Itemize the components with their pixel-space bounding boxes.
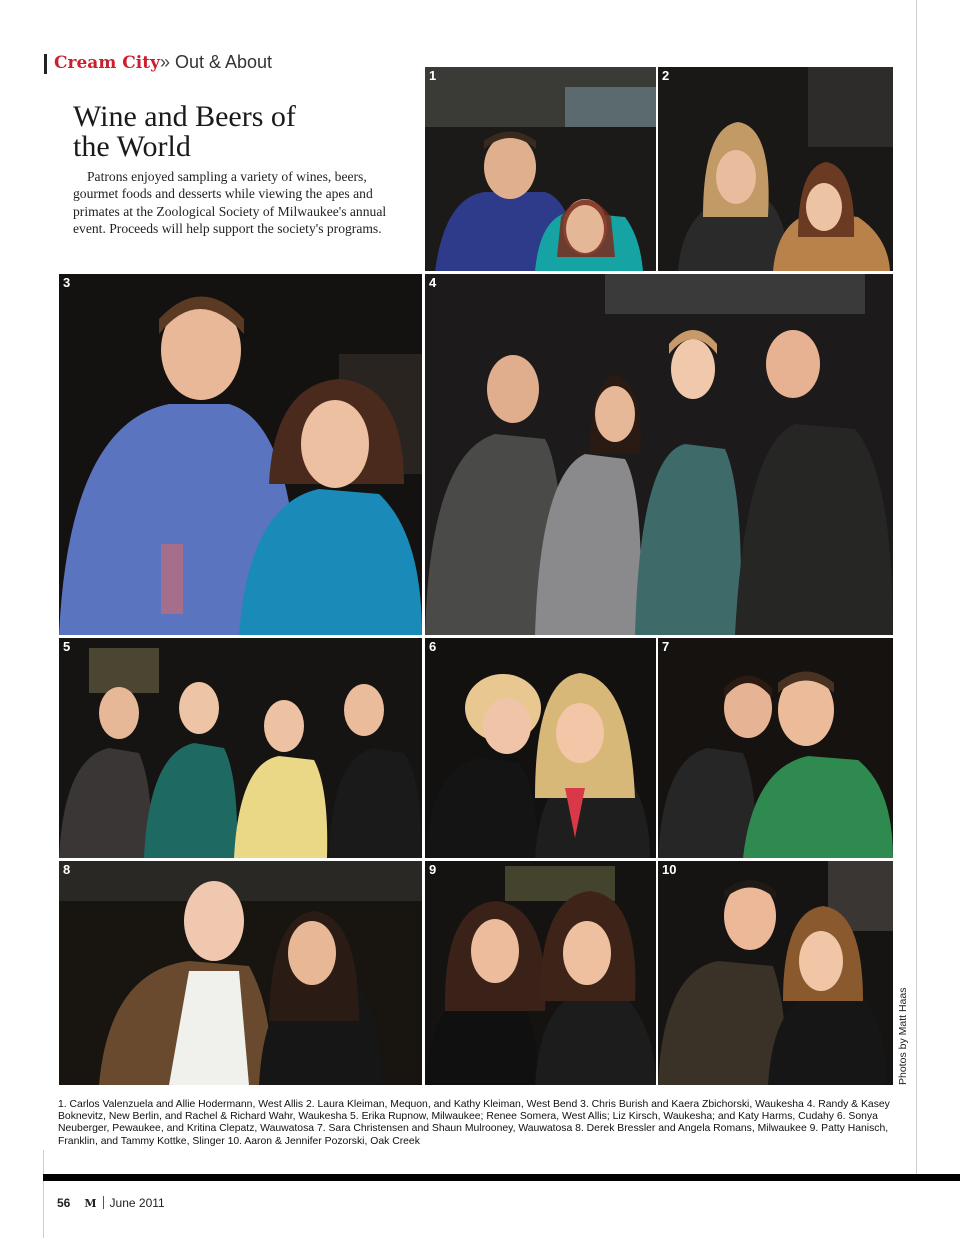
photo-number: 6 (429, 639, 437, 654)
article-title: Wine and Beers of the World (73, 100, 296, 163)
photo-9-image (425, 861, 656, 1085)
photo-number: 3 (63, 275, 71, 290)
photo-number: 9 (429, 862, 437, 877)
section-brand: Cream City (54, 53, 160, 73)
photo-5-image (59, 638, 422, 858)
photo-number: 5 (63, 639, 71, 654)
photo-captions: 1. Carlos Valenzuela and Allie Hodermann, West Allis 2. Laura Kleiman, Mequon, and Kathy Kleiman, West Bend 3. Chris Burish and Kaera Zbichorski, Waukesha 4. Randy & Kasey Boknevitz, New Berlin, and Rachel & Richard Wahr, Waukesha 5. Erika Rupnow, Milwaukee; Renee Somera, West Allis; Liz Kirsch, Waukesha; and Katy Harms, Cudahy 6. Sonya Neuberger, Pewaukee, and Kritina Clepatz, Wauwatosa 7. Sara Christensen and Shaun Mulrooney, Wauwatosa 8. Derek Bressler and Angela Romans, Milwaukee 9. Patty Hanisch, Franklin, and Tammy Kottke, Slinger 10. Aaron & Jennifer Pozorski, Oak Creek (58, 1099, 890, 1147)
section-header (54, 52, 272, 73)
page-right-rule (916, 0, 917, 1175)
photo-credit: Photos by Matt Haas (897, 987, 909, 1085)
photo-5 (59, 638, 422, 858)
footer-rule (43, 1174, 960, 1181)
photo-8 (59, 861, 422, 1085)
photo-6-image (425, 638, 656, 858)
photo-10 (658, 861, 893, 1085)
section-name: Out & About (169, 52, 273, 72)
footer-divider (103, 1196, 104, 1209)
article-body: Patrons enjoyed sampling a variety of wines, beers, gourmet foods and desserts while viewing the apes and primates at the Zoological Society of Milwaukee's annual event. Proceeds will help support the society's programs. (73, 169, 387, 237)
photo-3 (59, 274, 422, 635)
page-footer (57, 1196, 165, 1210)
photo-number: 7 (662, 639, 670, 654)
page-number: 56 (57, 1196, 71, 1210)
issue-date: June 2011 (109, 1196, 165, 1210)
photo-6 (425, 638, 656, 858)
photo-4-image (425, 274, 893, 635)
photo-number: 8 (63, 862, 71, 877)
photo-9 (425, 861, 656, 1085)
photo-number: 4 (429, 275, 437, 290)
photo-number: 2 (662, 68, 670, 83)
photo-1 (425, 67, 656, 271)
photo-number: 1 (429, 68, 437, 83)
photo-1-image (425, 67, 656, 271)
photo-3-image (59, 274, 422, 635)
section-marker (44, 54, 47, 74)
photo-7 (658, 638, 893, 858)
photo-8-image (59, 861, 422, 1085)
magazine-logo: M (84, 1197, 97, 1210)
section-separator: » (159, 52, 170, 72)
photo-10-image (658, 861, 893, 1085)
photo-2-image (658, 67, 893, 271)
page-left-rule (43, 1150, 44, 1238)
photo-number: 10 (662, 862, 677, 877)
photo-4 (425, 274, 893, 635)
photo-7-image (658, 638, 893, 858)
photo-2 (658, 67, 893, 271)
